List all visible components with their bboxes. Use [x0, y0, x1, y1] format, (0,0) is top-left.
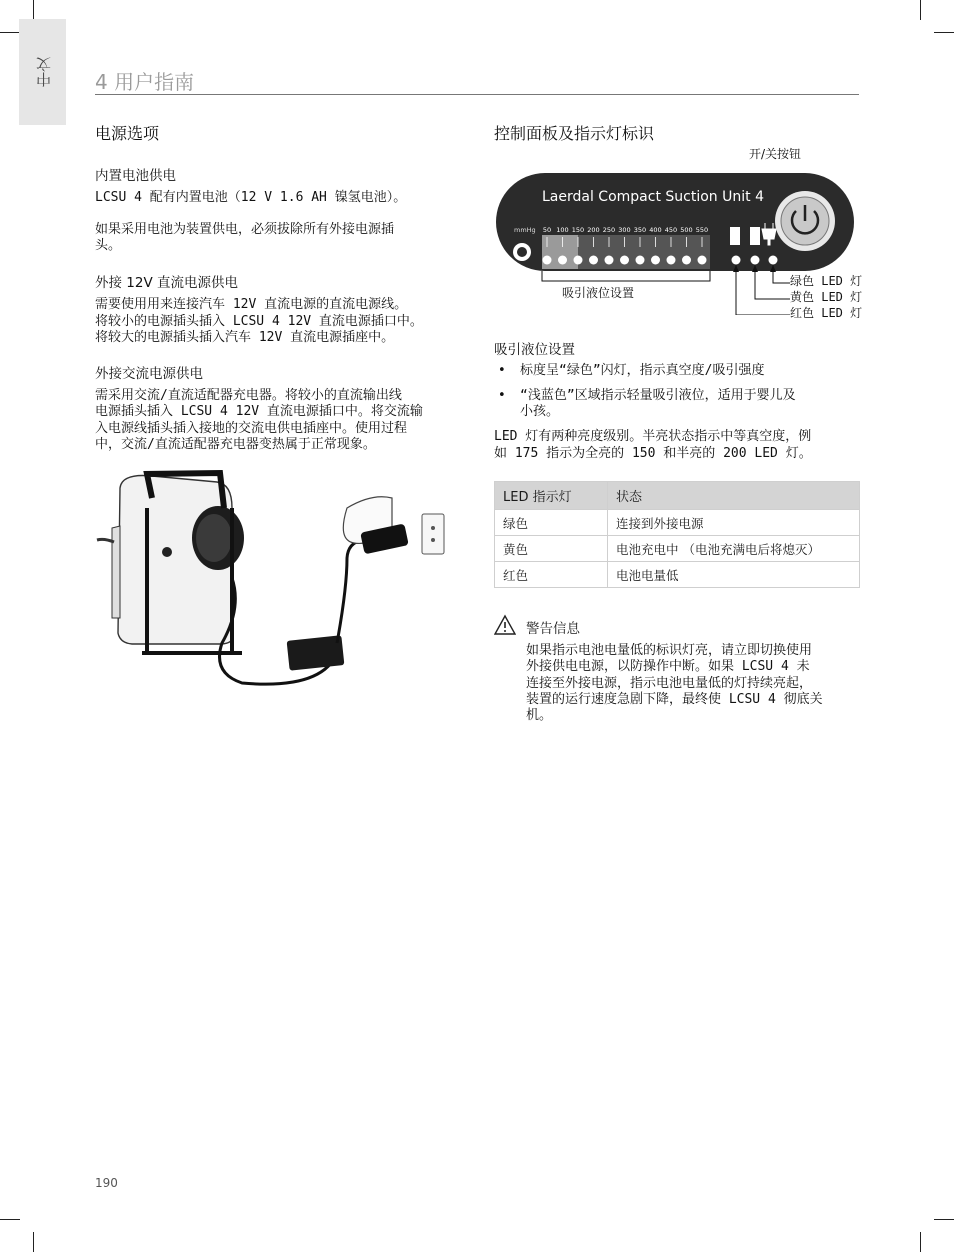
- warning-text-l5: 机。: [526, 708, 553, 723]
- battery-low-icon: [730, 227, 740, 245]
- ac-text-l1: 需采用交流/直流适配器充电器。将较小的直流输出线: [95, 388, 402, 403]
- warning-text-l4: 装置的运行速度急剧下降，最终使 LCSU 4 彻底关: [526, 692, 823, 707]
- table-cell: 红色: [495, 562, 608, 588]
- unit-label: mmHg: [514, 226, 536, 234]
- ac-text-l4: 中，交流/直流适配器充电器变热属于正常现象。: [95, 437, 376, 452]
- scale-label: 150: [571, 226, 585, 234]
- table-row: [495, 562, 860, 588]
- table-cell: 电池电量低: [608, 562, 860, 588]
- dc-text-l2: 将较小的电源插头插入 LCSU 4 12V 直流电源插口中。: [95, 314, 423, 329]
- dc-text-l3: 将较大的电源插头插入汽车 12V 直流电源插座中。: [95, 330, 395, 345]
- suction-setting-title: 吸引液位设置: [494, 342, 575, 358]
- warning-text-l2: 外接供电电源，以防操作中断。如果 LCSU 4 未: [526, 659, 810, 674]
- ac-text-l2: 电源插头插入 LCSU 4 12V 直流电源插口中。将交流输: [95, 404, 423, 419]
- scale-labels: [543, 226, 708, 234]
- table-cell: 连接到外接电源: [608, 510, 860, 536]
- scale-label: 550: [695, 226, 709, 234]
- crop-mark: [0, 32, 20, 33]
- scale-led: [636, 256, 645, 265]
- crop-mark: [934, 1219, 954, 1220]
- battery-text-l2: 头。: [95, 238, 122, 253]
- header-divider: [95, 94, 859, 95]
- table-header-row: [495, 482, 860, 510]
- ac-text-l3: 入电源线插头插入接地的交流电供电插座中。使用过程: [95, 421, 408, 436]
- crop-mark: [0, 1219, 20, 1220]
- bullet-text-l1: “浅蓝色”区域指示轻量吸引液位，适用于婴儿及: [520, 388, 796, 403]
- language-tab: [19, 19, 66, 125]
- page-number: 190: [95, 1176, 118, 1190]
- warning-title: 警告信息: [526, 621, 580, 637]
- scale-led: [543, 256, 552, 265]
- scale-label: 250: [602, 226, 616, 234]
- dc-text-l1: 需要使用用来连接汽车 12V 直流电源的直流电源线。: [95, 297, 408, 312]
- battery-text: LCSU 4 配有内置电池（12 V 1.6 AH 镍氢电池）。: [95, 190, 407, 205]
- table-row: [495, 536, 860, 562]
- scale-label: 200: [587, 226, 600, 234]
- table-cell: 黄色: [495, 536, 608, 562]
- crop-mark: [934, 32, 954, 33]
- language-tab-label: 中文: [35, 57, 53, 87]
- warning-icon: [494, 614, 516, 636]
- suction-level-label: 吸引液位设置: [562, 286, 635, 300]
- scale-label: 50: [542, 226, 552, 234]
- scale-led: [605, 256, 614, 265]
- scale-label: 400: [649, 226, 662, 234]
- scale-led: [682, 256, 691, 265]
- yellow-led-label: 黄色 LED 灯: [790, 290, 863, 304]
- scale-led: [651, 256, 660, 265]
- control-panel-title: 控制面板及指示灯标识: [494, 124, 655, 143]
- led-note-l2: 如 175 指示为全亮的 150 和半亮的 200 LED 灯。: [494, 446, 812, 461]
- scale-led: [574, 256, 583, 265]
- page-header-title: 4 用户指南: [95, 70, 195, 94]
- ac-title: 外接交流电源供电: [95, 366, 203, 382]
- scale-label: 500: [680, 226, 693, 234]
- red-led-label: 红色 LED 灯: [790, 306, 863, 320]
- scale-led: [698, 256, 707, 265]
- device-charger-illustration: [92, 468, 452, 693]
- warning-text-l1: 如果指示电池电量低的标识灯亮，请立即切换使用: [526, 643, 813, 658]
- table-header: LED 指示灯: [495, 482, 608, 510]
- device-name: Laerdal Compact Suction Unit 4: [542, 189, 764, 205]
- crop-mark: [920, 1232, 921, 1252]
- scale-label: 100: [556, 226, 569, 234]
- crop-mark: [33, 0, 34, 20]
- crop-mark: [920, 0, 921, 20]
- table-row: [495, 510, 860, 536]
- scale-led: [620, 256, 629, 265]
- bullet-text: 标度呈“绿色”闪灯，指示真空度/吸引强度: [520, 363, 765, 378]
- bullet-text-l2: 小孩。: [520, 404, 560, 419]
- list-item: • “浅蓝色”区域指示轻量吸引液位，适用于婴儿及 小孩。: [498, 388, 858, 422]
- power-button-label: 开/关按钮: [749, 147, 802, 161]
- table-cell: 电池充电中 （电池充满电后将熄灭）: [608, 536, 860, 562]
- led-status-table: [494, 481, 860, 588]
- green-led-label: 绿色 LED 灯: [790, 274, 863, 288]
- scale-led: [667, 256, 676, 265]
- list-item: • 标度呈“绿色”闪灯，指示真空度/吸引强度: [498, 363, 858, 380]
- scale-label: 450: [664, 226, 678, 234]
- led-note-l1: LED 灯有两种亮度级别。半亮状态指示中等真空度，例: [494, 429, 812, 444]
- table-cell: 绿色: [495, 510, 608, 536]
- scale-led: [589, 256, 598, 265]
- crop-mark: [33, 1232, 34, 1252]
- dc-title: 外接 12V 直流电源供电: [95, 275, 238, 291]
- table-header: 状态: [608, 482, 860, 510]
- power-options-title: 电源选项: [95, 124, 160, 143]
- scale-led: [558, 256, 567, 265]
- battery-title: 内置电池供电: [95, 168, 176, 184]
- battery-charging-icon: [750, 227, 760, 245]
- warning-text-l3: 连接至外接电源，指示电池电量低的灯持续亮起，: [526, 676, 813, 691]
- battery-text-l1: 如果采用电池为装置供电，必须拔除所有外接电源插: [95, 222, 395, 237]
- scale-label: 350: [633, 226, 647, 234]
- scale-label: 300: [618, 226, 631, 234]
